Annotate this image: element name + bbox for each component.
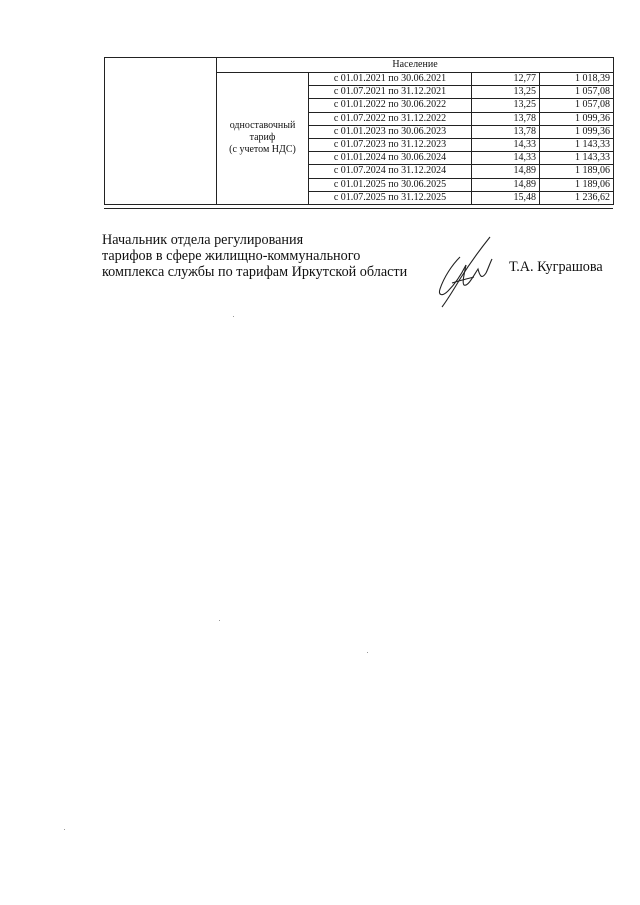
tariff-value-alt-cell: 1 236,62	[540, 191, 614, 204]
blank-left-cell	[105, 73, 217, 205]
tariff-value-cell: 12,77	[472, 73, 540, 86]
period-cell: с 01.01.2022 по 30.06.2022	[309, 99, 472, 112]
position-line-3: комплекса службы по тарифам Иркутской области	[102, 264, 408, 280]
signer-name: Т.А. Куграшова	[509, 259, 603, 275]
section-header-row	[105, 58, 614, 73]
tariff-value-cell: 13,78	[472, 125, 540, 138]
period-cell: с 01.01.2025 по 30.06.2025	[309, 178, 472, 191]
period-cell: с 01.01.2024 по 30.06.2024	[309, 152, 472, 165]
tariff-table-body	[105, 58, 614, 205]
tariff-value-alt-cell: 1 189,06	[540, 165, 614, 178]
tariff-value-alt-cell: 1 143,33	[540, 138, 614, 151]
scan-speck	[367, 652, 368, 653]
scan-speck	[64, 829, 65, 830]
tariff-value-cell: 15,48	[472, 191, 540, 204]
tariff-value-alt-cell: 1 099,36	[540, 112, 614, 125]
position-line-1: Начальник отдела регулирования	[102, 232, 304, 248]
table-bottom-rule	[104, 208, 613, 209]
tariff-type-cell	[217, 73, 309, 205]
period-cell: с 01.01.2021 по 30.06.2021	[309, 73, 472, 86]
tariff-type-line: тариф	[249, 132, 276, 144]
handwritten-signature	[430, 233, 500, 311]
period-cell: с 01.07.2023 по 31.12.2023	[309, 138, 472, 151]
period-cell: с 01.01.2023 по 30.06.2023	[309, 125, 472, 138]
tariff-value-alt-cell: 1 057,08	[540, 99, 614, 112]
period-cell: с 01.07.2025 по 31.12.2025	[309, 191, 472, 204]
tariff-value-cell: 14,89	[472, 165, 540, 178]
tariff-table	[104, 57, 614, 205]
tariff-value-alt-cell: 1 099,36	[540, 125, 614, 138]
tariff-value-cell: 14,33	[472, 138, 540, 151]
scan-speck	[233, 316, 234, 317]
blank-left-cell	[105, 58, 217, 73]
tariff-row	[105, 73, 614, 86]
tariff-value-alt-cell: 1 057,08	[540, 86, 614, 99]
tariff-value-cell: 13,25	[472, 86, 540, 99]
scan-speck	[219, 620, 220, 621]
tariff-value-alt-cell: 1 018,39	[540, 73, 614, 86]
tariff-value-alt-cell: 1 143,33	[540, 152, 614, 165]
position-line-2: тарифов в сфере жилищно-коммунального	[102, 248, 361, 264]
period-cell: с 01.07.2024 по 31.12.2024	[309, 165, 472, 178]
signature-block	[102, 232, 442, 280]
tariff-type-line: (с учетом НДС)	[229, 144, 296, 156]
tariff-value-cell: 14,33	[472, 152, 540, 165]
period-cell: с 01.07.2021 по 31.12.2021	[309, 86, 472, 99]
tariff-value-alt-cell: 1 189,06	[540, 178, 614, 191]
tariff-value-cell: 13,25	[472, 99, 540, 112]
period-cell: с 01.07.2022 по 31.12.2022	[309, 112, 472, 125]
tariff-value-cell: 13,78	[472, 112, 540, 125]
tariff-type-line: одноставочный	[229, 120, 296, 132]
tariff-value-cell: 14,89	[472, 178, 540, 191]
section-title: Население	[217, 58, 614, 73]
